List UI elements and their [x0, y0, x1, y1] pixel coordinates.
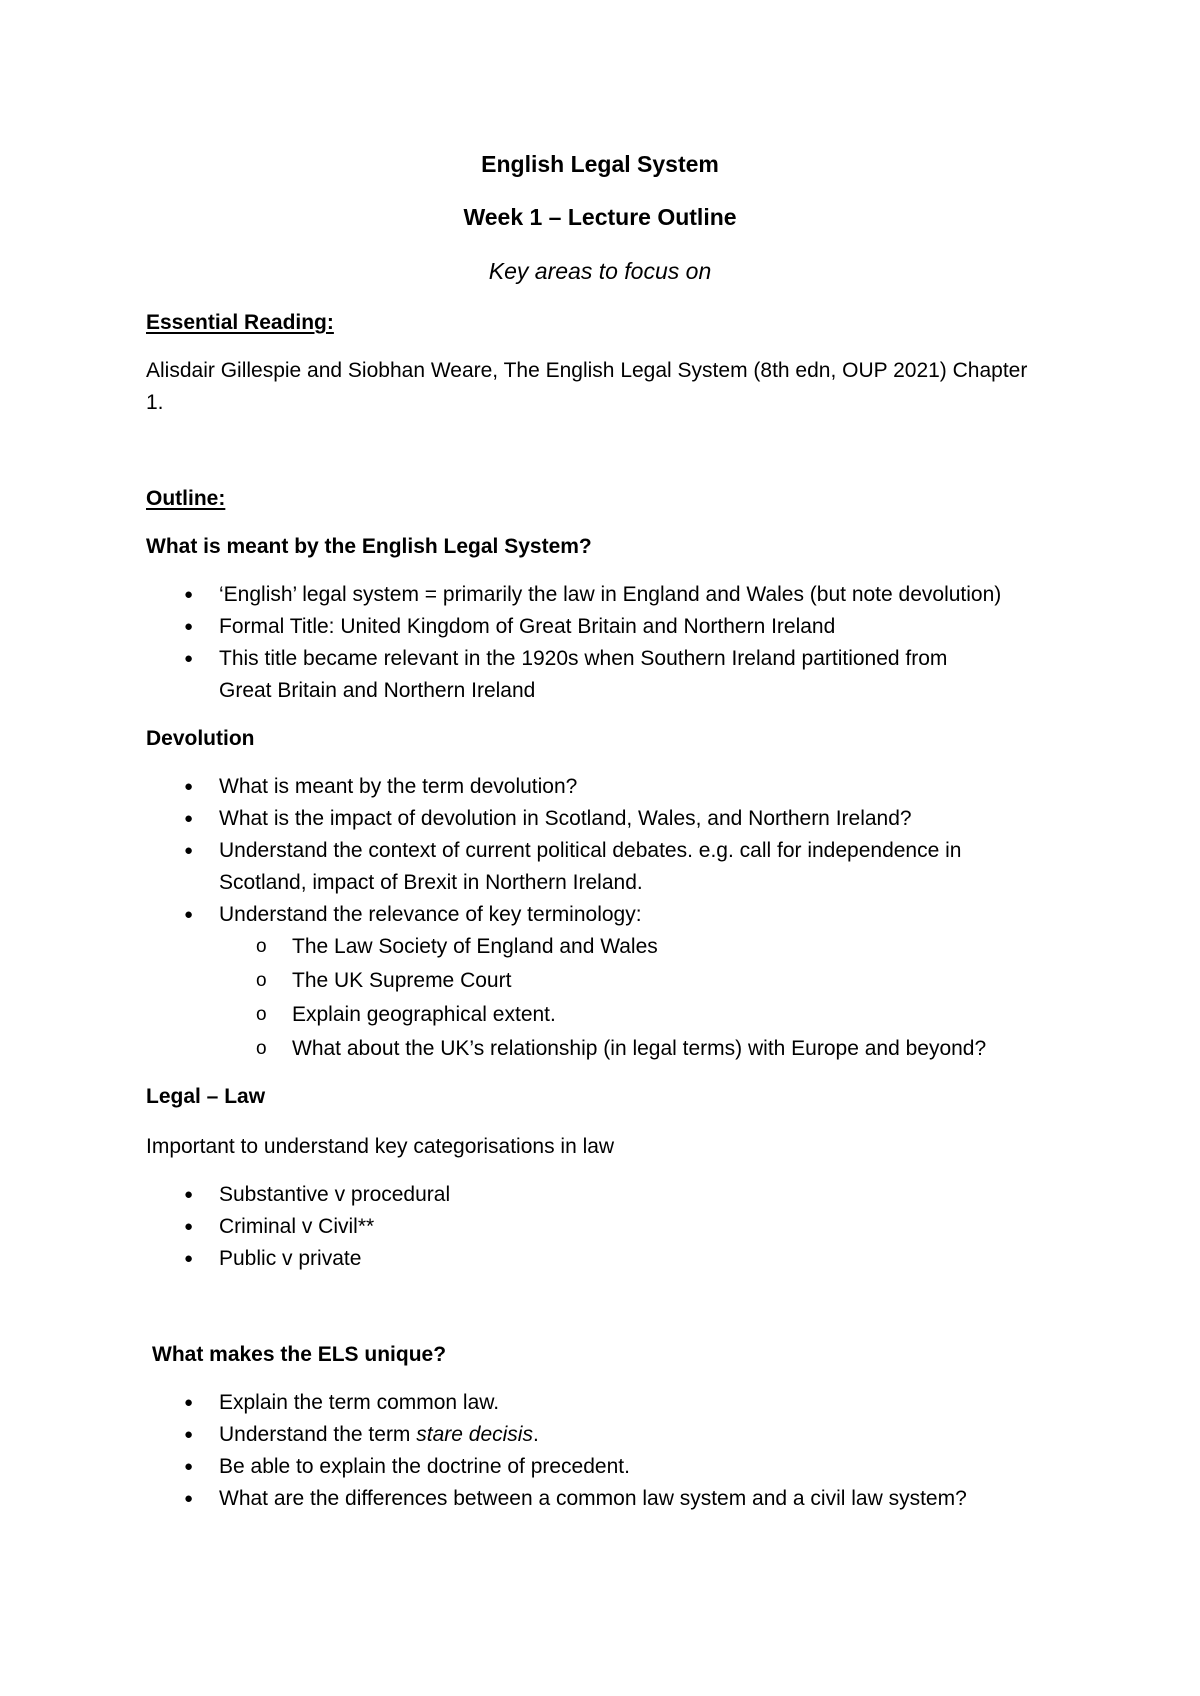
bullet-icon: ● [184, 650, 194, 667]
sub-bullet-icon: o [256, 970, 267, 991]
document-tagline: Key areas to focus on [488, 258, 712, 284]
devolution-heading: Devolution [146, 727, 255, 750]
bullet-icon: ● [184, 586, 194, 603]
q1-bullet-1: ‘English’ legal system = primarily the law in England and Wales (but note devolution) [219, 583, 1002, 606]
bullet-icon: ● [184, 842, 194, 859]
legal-law-intro: Important to understand key categorisations in law [146, 1135, 615, 1158]
unique-bullet-3: Be able to explain the doctrine of precedent. [219, 1455, 630, 1478]
devolution-bullet-3-line2: Scotland, impact of Brexit in Northern Ireland. [219, 871, 643, 894]
q1-bullet-3-line1: This title became relevant in the 1920s when Southern Ireland partitioned from [219, 647, 948, 670]
bullet-icon: ● [184, 1218, 194, 1235]
q1-heading: What is meant by the English Legal System? [146, 535, 592, 558]
document-subtitle: Week 1 – Lecture Outline [463, 204, 737, 230]
unique-heading: What makes the ELS unique? [152, 1343, 447, 1366]
devolution-bullet-3-line1: Understand the context of current political debates. e.g. call for independence in [219, 839, 962, 862]
devolution-sub-3: Explain geographical extent. [292, 1003, 556, 1026]
q1-bullet-2: Formal Title: United Kingdom of Great Britain and Northern Ireland [219, 615, 836, 638]
q1-bullet-3-line2: Great Britain and Northern Ireland [219, 679, 536, 702]
unique-bullet-1: Explain the term common law. [219, 1391, 500, 1414]
document-title: English Legal System [481, 151, 719, 177]
legal-law-bullet-3: Public v private [219, 1247, 362, 1270]
bullet-icon: ● [184, 778, 194, 795]
bullet-icon: ● [184, 1490, 194, 1507]
bullet-icon: ● [184, 1186, 194, 1203]
unique-bullet-2-suffix: . [532, 1423, 539, 1446]
legal-law-heading: Legal – Law [146, 1085, 266, 1108]
stare-decisis-term: stare decisis [416, 1423, 533, 1446]
devolution-sub-2: The UK Supreme Court [292, 969, 512, 992]
unique-bullet-4: What are the differences between a common law system and a civil law system? [219, 1487, 967, 1510]
bullet-icon: ● [184, 1426, 194, 1443]
sub-bullet-icon: o [256, 936, 267, 957]
bullet-icon: ● [184, 906, 194, 923]
devolution-bullet-2: What is the impact of devolution in Scotland, Wales, and Northern Ireland? [219, 807, 912, 830]
legal-law-bullet-1: Substantive v procedural [219, 1183, 451, 1206]
bullet-icon: ● [184, 1394, 194, 1411]
legal-law-bullet-2: Criminal v Civil** [219, 1215, 375, 1238]
bullet-icon: ● [184, 618, 194, 635]
sub-bullet-icon: o [256, 1038, 267, 1059]
devolution-sub-1: The Law Society of England and Wales [292, 935, 658, 958]
devolution-bullet-1: What is meant by the term devolution? [219, 775, 578, 798]
devolution-bullet-4: Understand the relevance of key terminology: [219, 903, 642, 926]
bullet-icon: ● [184, 1250, 194, 1267]
reading-citation-line2: 1. [146, 391, 164, 414]
essential-reading-heading: Essential Reading: [146, 311, 334, 334]
outline-heading: Outline: [146, 487, 226, 510]
bullet-icon: ● [184, 810, 194, 827]
sub-bullet-icon: o [256, 1004, 267, 1025]
bullet-icon: ● [184, 1458, 194, 1475]
unique-bullet-2-prefix: Understand the term [219, 1423, 417, 1446]
reading-citation-line1: Alisdair Gillespie and Siobhan Weare, The English Legal System (8th edn, OUP 2021) Chapter [146, 359, 1028, 382]
unique-bullet-2 [219, 1419, 539, 1451]
devolution-sub-4: What about the UK’s relationship (in legal terms) with Europe and beyond? [292, 1037, 987, 1060]
